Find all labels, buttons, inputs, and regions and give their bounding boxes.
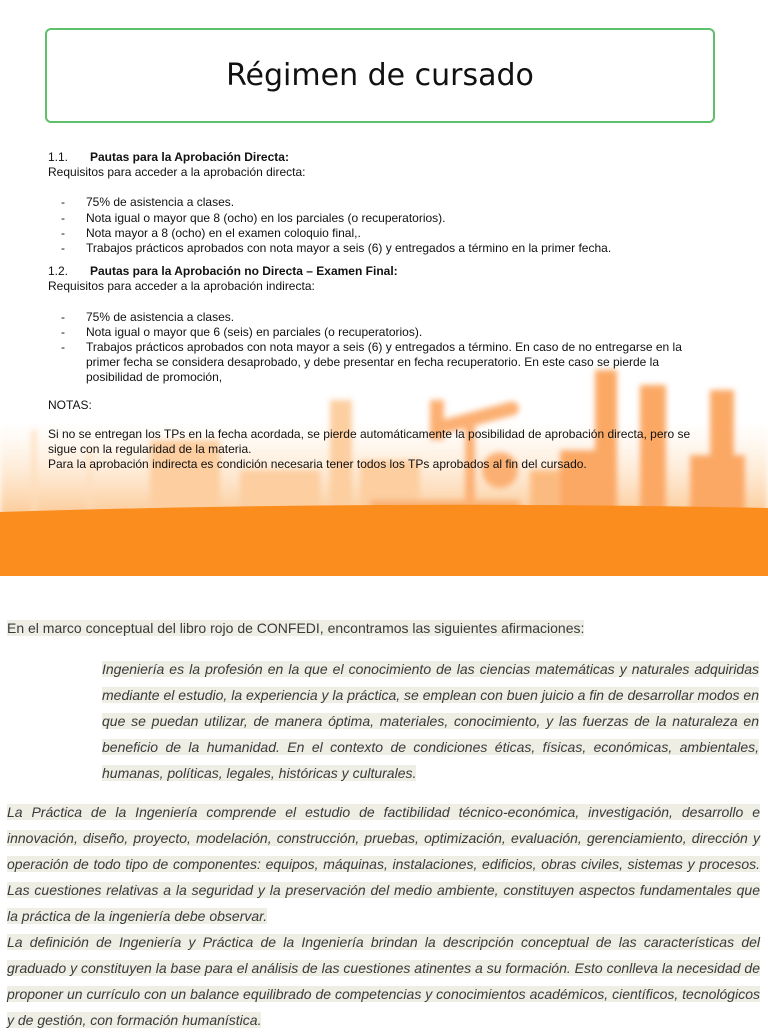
slide-content [48,150,718,472]
paragraph-highlight: La definición de Ingeniería y Práctica de la Ingeniería brindan la descripción conceptual de las características del graduado y constituyen la base para el análisis de las cuestiones atinentes a su formación. Esto conlleva la necesidad de proponer un currículo con un balance equilibrado de competencias y conocimientos académicos, científicos, tecnológicos y de gestión, con formación humanística. [7,934,760,1028]
body-paragraphs [7,799,760,1033]
list-item: - Nota igual o mayor que 8 (ocho) en los parciales (o recuperatorios). [48,211,718,226]
requirements-list [48,195,718,256]
list-item: - Trabajos prácticos aprobados con nota mayor a seis (6) y entregados a término. En caso de no entregarse en la primer fecha se considera desaprobado, y debe presentar en fecha recuperatorio. En este caso se pierde la posibilidad de promoción, [48,340,718,386]
list-item: - 75% de asistencia a clases. [48,195,718,210]
section-number: 1.2. [48,264,69,279]
section-heading [48,264,718,279]
list-item: - Trabajos prácticos aprobados con nota mayor a seis (6) y entregados a término en la primer fecha. [48,241,718,256]
paragraph [7,799,760,929]
note-text: Si no se entregan los TPs en la fecha acordada, se pierde automáticamente la posibilidad de aprobación directa, pero se sigue con la regularidad de la materia. [48,426,691,457]
notes [48,427,718,473]
section-title: Pautas para la Aprobación no Directa – Examen Final: [90,264,398,279]
section-title: Pautas para la Aprobación Directa: [90,150,289,164]
section-requirement: Requisitos para acceder a la aprobación indirecta: [48,279,315,294]
note-text: Para la aprobación indirecta es condición necesaria tener todos los TPs aprobados al fin del cursado. [48,457,587,472]
requirements-list [48,310,718,386]
section-heading [48,150,718,165]
paragraph-highlight: La Práctica de la Ingeniería comprende el estudio de factibilidad técnico-económica, investigación, desarrollo e innovación, diseño, proyecto, modelación, construcción, pruebas, optimización, evaluación, gerenciamiento, dirección y operación de todo tipo de componentes: equipos, máquinas, instalaciones, edificios, obras civiles, sistemas y procesos. Las cuestiones relativas a la seguridad y la preservación del medio ambiente, constituyen aspectos fundamentales que la práctica de la ingeniería debe observar. [7,804,760,924]
section-number: 1.1. [48,150,69,164]
slide-title: Régimen de cursado [226,58,534,93]
list-item: - 75% de asistencia a clases. [48,310,718,325]
notes-label: NOTAS: [48,397,92,412]
intro-highlight: En el marco conceptual del libro rojo de CONFEDI, encontramos las siguientes afirmaciones: [7,620,585,636]
list-item: - Nota igual o mayor que 6 (seis) en parciales (o recuperatorios). [48,325,718,340]
orange-banner [0,505,768,576]
quote-highlight: Ingeniería es la profesión en la que el conocimiento de las ciencias matemáticas y naturales adquiridas mediante el estudio, la experiencia y la práctica, se emplean con buen juicio a fin de desarrollar modos en que se puedan utilizar, de manera óptima, materiales, conocimiento, y las fuerzas de la naturaleza en beneficio de la humanidad. En el contexto de condiciones éticas, físicas, económicas, ambientales, humanas, políticas, legales, históricas y culturales. [102,661,759,781]
list-item: - Nota mayor a 8 (ocho) en el examen coloquio final,. [48,226,718,241]
paragraph [7,929,760,1033]
section-requirement: Requisitos para acceder a la aprobación directa: [48,165,306,180]
title-box [45,28,715,123]
definition-quote [102,656,759,786]
intro-text [7,620,584,636]
